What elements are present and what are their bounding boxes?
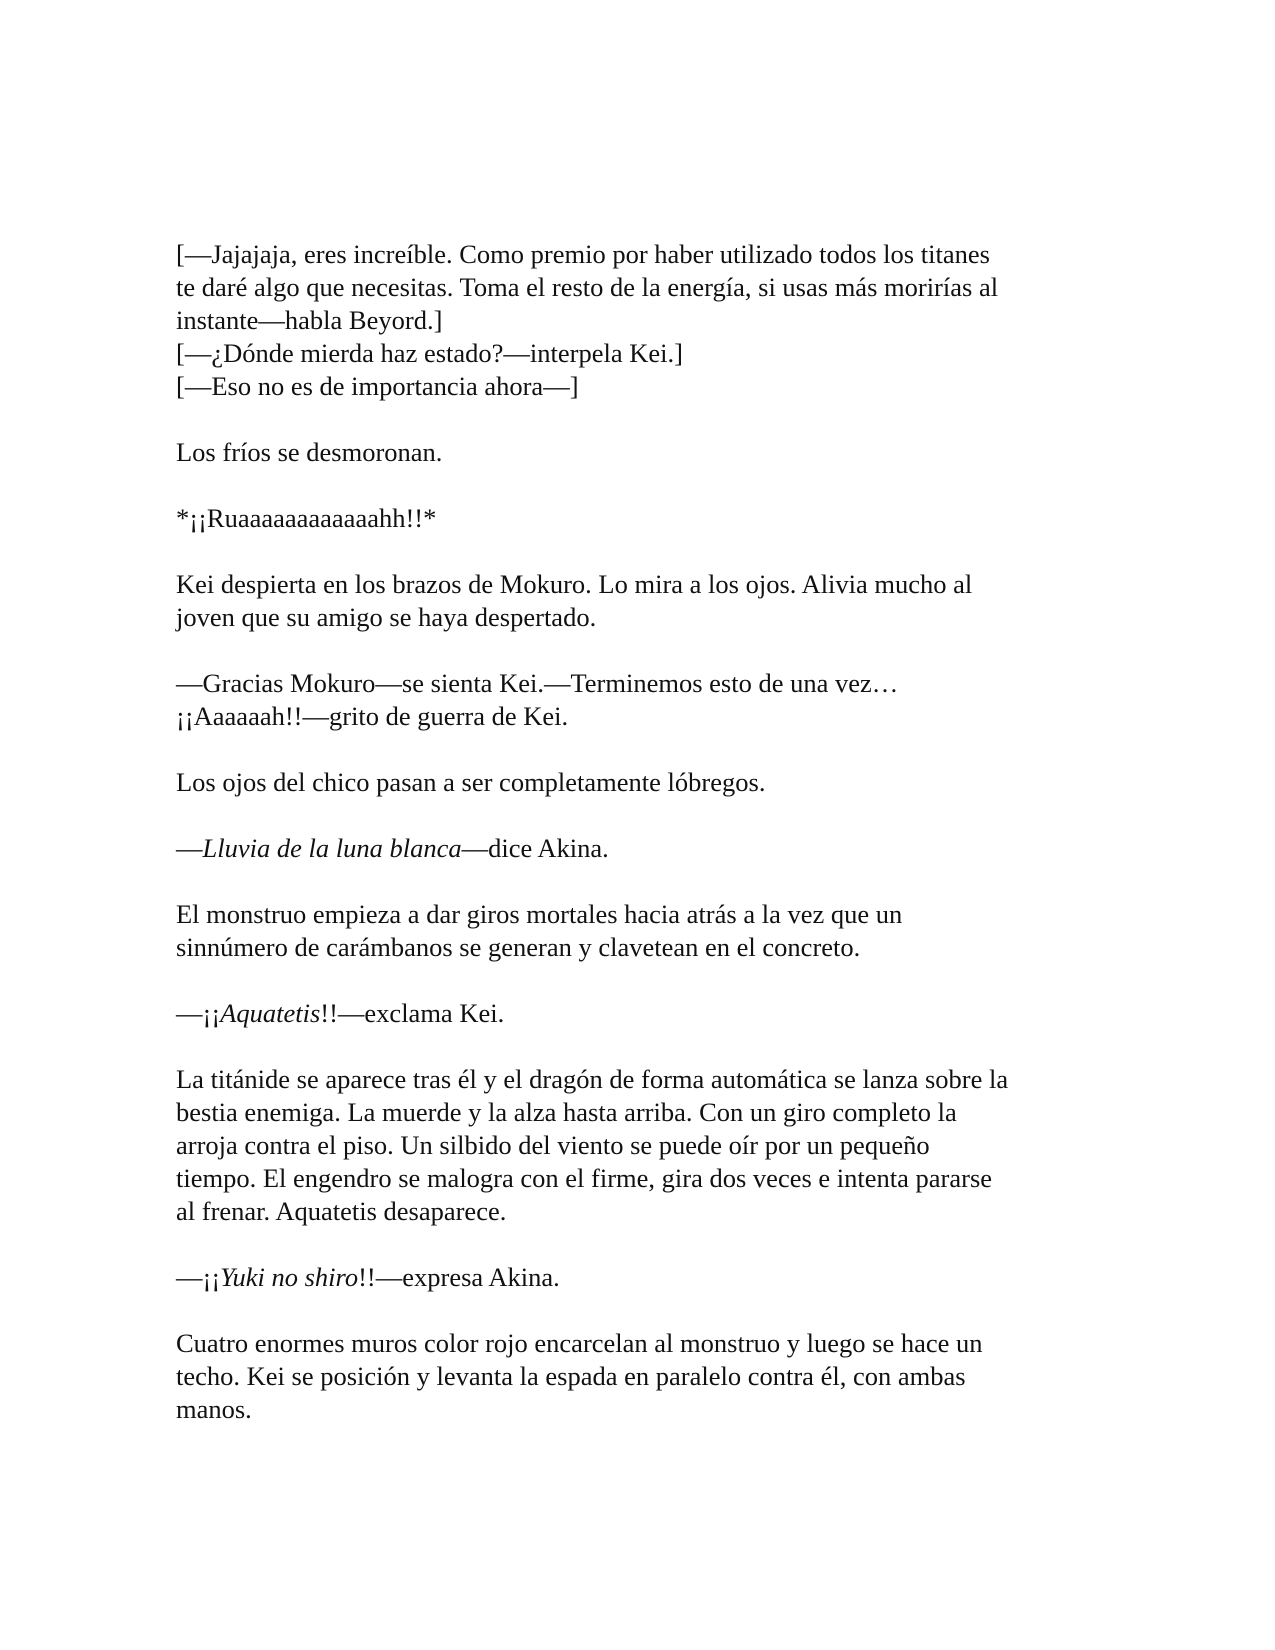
text-line: bestia enemiga. La muerde y la alza hasta arriba. Con un giro completo la [176,1097,957,1127]
text-line: *¡¡Ruaaaaaaaaaaaahh!!* [176,503,437,533]
paragraph-aquatetis [176,997,1116,1030]
body-text [176,238,1116,1426]
text-line: al frenar. Aquatetis desaparece. [176,1196,507,1226]
paragraph-monstruo [176,898,1116,964]
paragraph-cuatro [176,1327,1116,1426]
text-line: arroja contra el piso. Un silbido del viento se puede oír por un pequeño [176,1130,930,1160]
text-line: te daré algo que necesitas. Toma el resto de la energía, si usas más morirías al [176,272,999,302]
text-line: sinnúmero de carámbanos se generan y clavetean en el concreto. [176,932,861,962]
dialogue-tag: —dice Akina. [461,833,609,863]
spell-name: Aquatetis [220,998,321,1028]
paragraph-gracias [176,667,1116,733]
text-line: [—Jajajaja, eres increíble. Como premio por haber utilizado todos los titanes [176,239,990,269]
dash: —¡¡ [176,1262,221,1292]
text-line: joven que su amigo se haya despertado. [176,602,597,632]
dash: — [176,833,203,863]
paragraph-titanide [176,1063,1116,1228]
text-line: —Gracias Mokuro—se sienta Kei.—Terminemos esto de una vez… [176,668,899,698]
dash: —¡¡ [176,998,221,1028]
paragraph-ojos [176,766,1116,799]
text-line: Los fríos se desmoronan. [176,437,443,467]
spell-name: Lluvia de la luna blanca [202,833,462,863]
text-line: manos. [176,1394,252,1424]
text-line [176,832,1116,865]
text-line: techo. Kei se posición y levanta la espada en paralelo contra él, con ambas [176,1361,966,1391]
text-line: [—¿Dónde mierda haz estado?—interpela Kei.] [176,338,683,368]
beyord-dialogue [176,238,1116,403]
text-line: Kei despierta en los brazos de Mokuro. Lo mira a los ojos. Alivia mucho al [176,569,973,599]
text-line: Los ojos del chico pasan a ser completamente lóbregos. [176,767,766,797]
text-line: Cuatro enormes muros color rojo encarcelan al monstruo y luego se hace un [176,1328,983,1358]
paragraph-despierta [176,568,1116,634]
text-line: instante—habla Beyord.] [176,305,443,335]
paragraph-rugido [176,502,1116,535]
paragraph-frios [176,436,1116,469]
dialogue-tag: !!—exclama Kei. [320,998,505,1028]
text-line [176,997,1116,1030]
dialogue-tag: !!—expresa Akina. [358,1262,560,1292]
text-line: tiempo. El engendro se malogra con el firme, gira dos veces e intenta pararse [176,1163,993,1193]
text-line: El monstruo empieza a dar giros mortales hacia atrás a la vez que un [176,899,903,929]
spell-name: Yuki no shiro [220,1262,359,1292]
paragraph-yuki [176,1261,1116,1294]
paragraph-lluvia [176,832,1116,865]
text-line [176,1261,1116,1294]
text-line: ¡¡Aaaaaah!!—grito de guerra de Kei. [176,701,569,731]
text-line: [—Eso no es de importancia ahora—] [176,371,579,401]
text-line: La titánide se aparece tras él y el dragón de forma automática se lanza sobre la [176,1064,1009,1094]
